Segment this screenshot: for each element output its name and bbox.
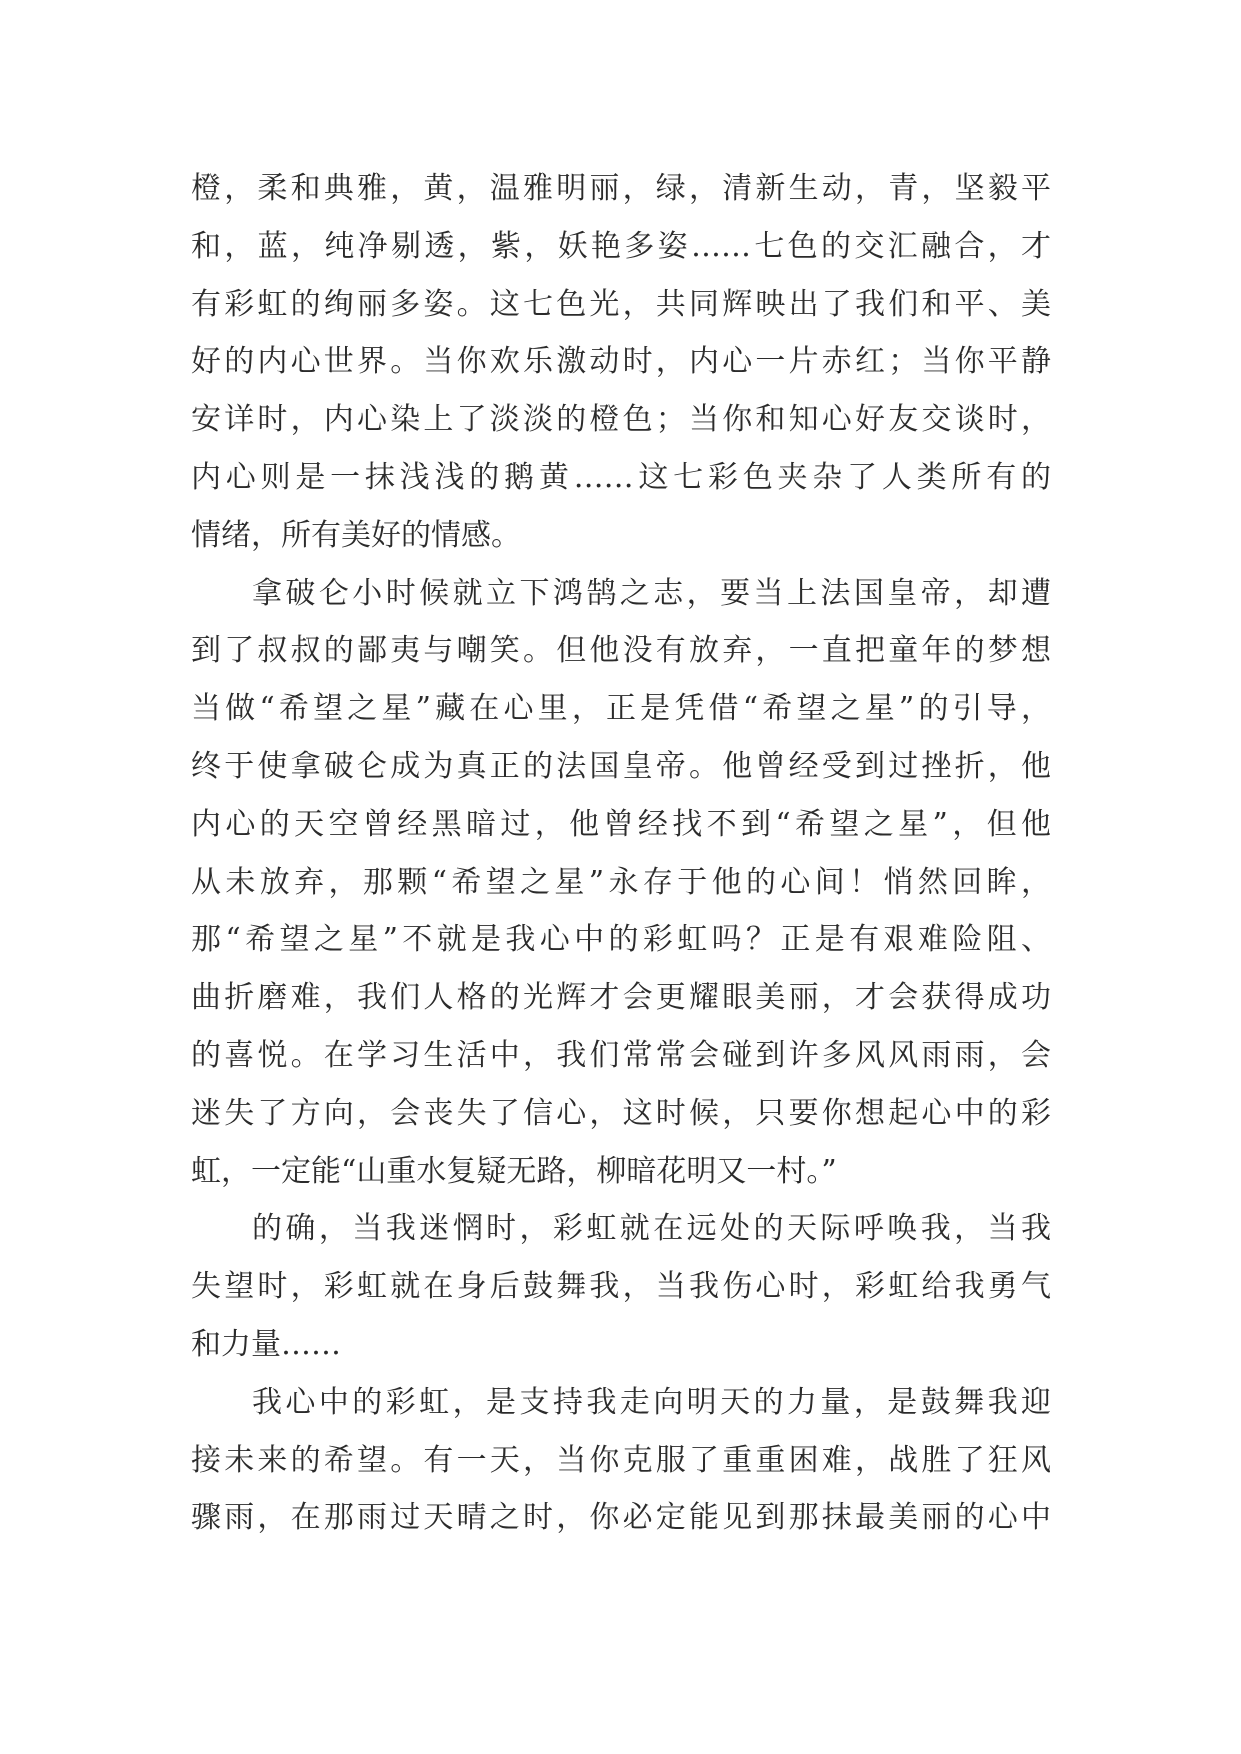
- text-line: 曲折磨难，我们人格的光辉才会更耀眼美丽，才会获得成功: [191, 980, 1051, 1016]
- text-line: 内心的天空曾经黑暗过，他曾经找不到“希望之星”，但他: [191, 806, 1051, 842]
- text-line: 我心中的彩虹，是支持我走向明天的力量，是鼓舞我迎: [252, 1384, 1051, 1420]
- paragraph-2: [191, 565, 1051, 1201]
- text-line: 拿破仑小时候就立下鸿鹄之志，要当上法国皇帝，却遭: [252, 575, 1051, 611]
- text-line: 的喜悦。在学习生活中，我们常常会碰到许多风风雨雨，会: [191, 1037, 1051, 1073]
- paragraph-3: [191, 1200, 1051, 1373]
- text-line: 到了叔叔的鄙夷与嘲笑。但他没有放弃，一直把童年的梦想: [191, 633, 1051, 669]
- text-line: 迷失了方向，会丧失了信心，这时候，只要你想起心中的彩: [191, 1095, 1051, 1131]
- text-line: 接未来的希望。有一天，当你克服了重重困难，战胜了狂风: [191, 1442, 1051, 1478]
- text-line: 骤雨，在那雨过天晴之时，你必定能见到那抹最美丽的心中: [191, 1500, 1051, 1536]
- document-body: [191, 160, 1051, 1547]
- text-line: 和力量……: [191, 1326, 341, 1362]
- text-line: 情绪，所有美好的情感。: [191, 517, 521, 553]
- text-line: 的确，当我迷惘时，彩虹就在远处的天际呼唤我，当我: [252, 1211, 1051, 1247]
- text-line: 终于使拿破仑成为真正的法国皇帝。他曾经受到过挫折，他: [191, 748, 1051, 784]
- text-line: 失望时，彩虹就在身后鼓舞我，当我伤心时，彩虹给我勇气: [191, 1269, 1051, 1305]
- text-line: 从未放弃，那颗“希望之星”永存于他的心间！悄然回眸，: [191, 864, 1051, 900]
- text-line: 有彩虹的绚丽多姿。这七色光，共同辉映出了我们和平、美: [191, 286, 1051, 322]
- paragraph-1: [191, 160, 1051, 565]
- text-line: 橙，柔和典雅，黄，温雅明丽，绿，清新生动，青，坚毅平: [191, 171, 1051, 206]
- text-line: 那“希望之星”不就是我心中的彩虹吗？正是有艰难险阻、: [191, 922, 1051, 958]
- paragraph-4: [191, 1374, 1051, 1547]
- text-line: 当做“希望之星”藏在心里，正是凭借“希望之星”的引导，: [191, 691, 1051, 727]
- text-line: 和，蓝，纯净剔透，紫，妖艳多姿……七色的交汇融合，才: [191, 228, 1051, 264]
- text-line: 内心则是一抹浅浅的鹅黄……这七彩色夹杂了人类所有的: [191, 459, 1051, 495]
- text-line: 安详时，内心染上了淡淡的橙色；当你和知心好友交谈时，: [191, 402, 1051, 438]
- text-line: 虹，一定能“山重水复疑无路，柳暗花明又一村。”: [191, 1153, 837, 1189]
- text-line: 好的内心世界。当你欢乐激动时，内心一片赤红；当你平静: [191, 344, 1051, 380]
